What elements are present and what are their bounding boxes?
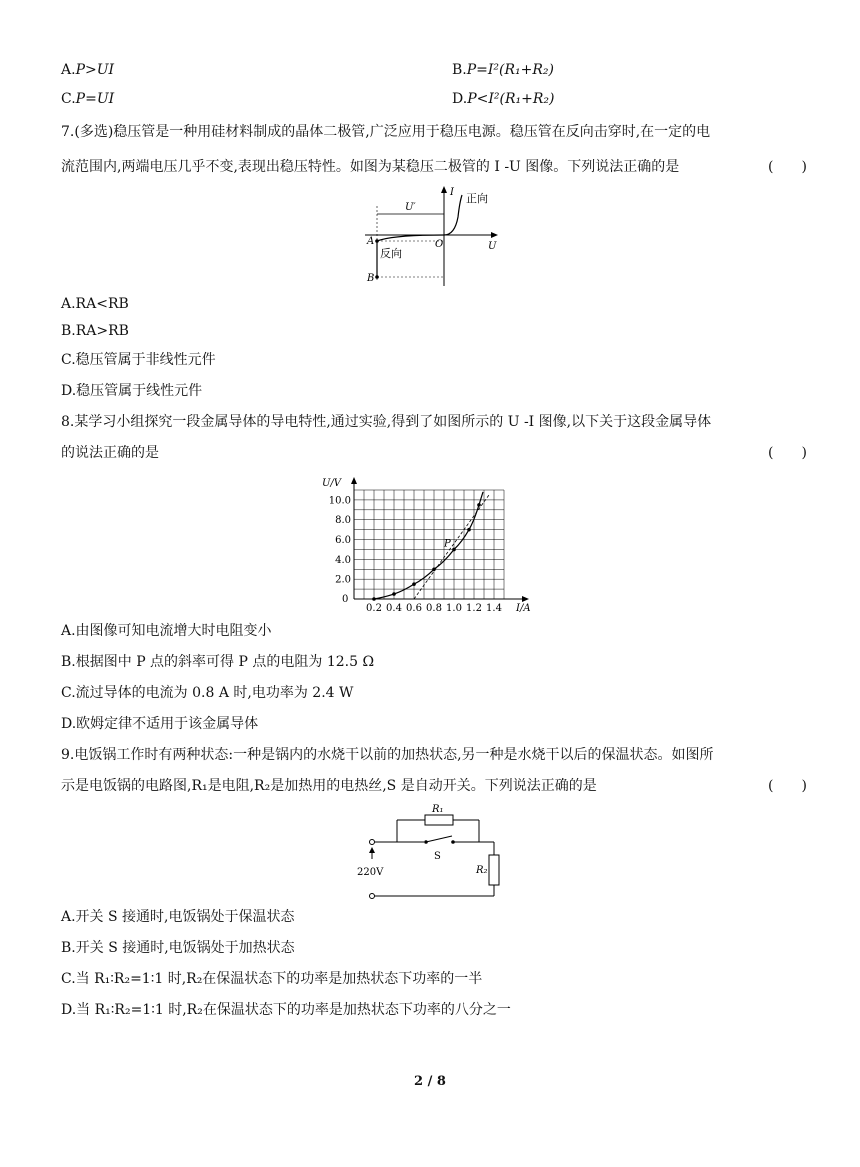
q8-data-point bbox=[372, 597, 376, 601]
q9-option-a: A.开关 S 接通时,电饭锅处于保温状态 bbox=[61, 909, 295, 925]
q8-point-p-label: P bbox=[444, 538, 451, 550]
q9-option-d: D.当 R₁∶R₂=1∶1 时,R₂在保温状态下的功率是加热状态下功率的八分之一 bbox=[61, 1002, 511, 1018]
q8-option-a: A.由图像可知电流增大时电阻变小 bbox=[61, 623, 272, 639]
q8-x-arrow bbox=[522, 596, 529, 602]
q8-y-axis-label: U/V bbox=[322, 478, 342, 489]
q8-option-b: B.根据图中 P 点的斜率可得 P 点的电阻为 12.5 Ω bbox=[61, 654, 375, 670]
q7-reverse-label: 反向 bbox=[380, 247, 402, 260]
q9-r2-label: R₂ bbox=[476, 865, 488, 876]
q7-point-a-label: A bbox=[367, 236, 375, 247]
q8-x-tick-label: 0.4 bbox=[386, 603, 402, 614]
q8-ui-chart bbox=[318, 470, 543, 615]
q8-data-point bbox=[477, 503, 481, 507]
q8-data-point bbox=[412, 582, 416, 586]
q8-curve bbox=[374, 492, 483, 599]
q8-stem-line2: 的说法正确的是 bbox=[61, 445, 159, 461]
q8-x-tick-label: 0.8 bbox=[426, 603, 442, 614]
q8-x-tick-label: 0.2 bbox=[366, 603, 382, 614]
q8-y-tick-label: 6.0 bbox=[335, 535, 351, 547]
q8-x-tick-label: 1.4 bbox=[486, 603, 502, 614]
q7-stem-line1: 7.(多选)稳压管是一种用硅材料制成的晶体二极管,广泛应用于稳压电源。稳压管在反向击穿时,在一定的电 bbox=[61, 124, 711, 140]
q8-data-point bbox=[392, 592, 396, 596]
q9-r1-label: R₁ bbox=[432, 804, 444, 815]
q8-y-tick-label: 2.0 bbox=[335, 574, 351, 586]
q9-voltage-label: 220V bbox=[357, 867, 384, 878]
q9-stem-line1: 9.电饭锅工作时有两种状态:一种是锅内的水烧干以前的加热状态,另一种是水烧干以后的保温状态。如图所 bbox=[61, 747, 714, 763]
q8-option-c: C.流过导体的电流为 0.8 A 时,电功率为 2.4 W bbox=[61, 685, 354, 701]
q7-forward-label: 正向 bbox=[466, 192, 488, 205]
q8-x-tick-label: 0.6 bbox=[406, 603, 422, 614]
q6-option-d: D.P<I²(R₁+R₂) bbox=[452, 91, 555, 107]
q6-option-a: A.P>UI bbox=[61, 62, 115, 78]
q7-axis-i-label: I bbox=[450, 187, 454, 198]
q8-chart-grid bbox=[354, 490, 504, 599]
q7-origin-label: O bbox=[435, 239, 444, 250]
q7-option-b: B.RA>RB bbox=[61, 323, 129, 339]
q8-y-arrow bbox=[351, 477, 357, 484]
q8-y-tick-label: 4.0 bbox=[335, 554, 351, 566]
q7-u-prime-label: U′ bbox=[405, 202, 416, 213]
q7-option-a: A.RA<RB bbox=[61, 296, 129, 312]
q9-stem-line2: 示是电饭锅的电路图,R₁是电阻,R₂是加热用的电热丝,S 是自动开关。下列说法正确的是 bbox=[61, 778, 597, 794]
q8-x-tick-label: 1.2 bbox=[466, 603, 482, 614]
q8-option-d: D.欧姆定律不适用于该金属导体 bbox=[61, 716, 259, 732]
q8-y-tick-label: 10.0 bbox=[328, 495, 351, 507]
q6-option-b: B.P=I²(R₁+R₂) bbox=[452, 62, 555, 78]
q9-r2-resistor bbox=[489, 855, 499, 885]
q9-option-b: B.开关 S 接通时,电饭锅处于加热状态 bbox=[61, 940, 295, 956]
q7-point-b-label: B bbox=[367, 273, 375, 284]
q9-answer-paren: ( ) bbox=[768, 778, 807, 794]
q9-r1-resistor bbox=[425, 815, 453, 825]
q7-iu-figure bbox=[360, 183, 510, 288]
q8-x-tick-label: 1.0 bbox=[446, 603, 462, 614]
q8-stem-line1: 8.某学习小组探究一段金属导体的导电特性,通过实验,得到了如图所示的 U -I 图像,以下关于这段金属导体 bbox=[61, 414, 712, 430]
page-number: 2 / 8 bbox=[414, 1074, 446, 1089]
q9-switch-label: S bbox=[434, 851, 441, 862]
q7-answer-paren: ( ) bbox=[768, 159, 807, 175]
q9-circuit-diagram bbox=[352, 803, 507, 903]
q7-option-c: C.稳压管属于非线性元件 bbox=[61, 352, 216, 368]
q8-y-tick-label: 8.0 bbox=[335, 515, 351, 527]
q8-origin-label: 0 bbox=[342, 594, 349, 605]
q7-stem-line2: 流范围内,两端电压几乎不变,表现出稳压特性。如图为某稳压二极管的 I -U 图像。下列说法正确的是 bbox=[61, 159, 680, 175]
q9-option-c: C.当 R₁∶R₂=1∶1 时,R₂在保温状态下的功率是加热状态下功率的一半 bbox=[61, 971, 483, 987]
q8-data-point bbox=[452, 548, 456, 552]
q8-x-axis-label: I/A bbox=[516, 603, 531, 614]
q8-data-points bbox=[372, 503, 481, 601]
q9-switch bbox=[426, 836, 452, 842]
q7-option-d: D.稳压管属于线性元件 bbox=[61, 383, 203, 399]
q8-answer-paren: ( ) bbox=[768, 445, 807, 461]
q8-data-point bbox=[432, 567, 436, 571]
q8-data-point bbox=[467, 528, 471, 532]
q6-option-c: C.P=UI bbox=[61, 91, 115, 107]
q7-axis-u-label: U bbox=[488, 241, 497, 252]
